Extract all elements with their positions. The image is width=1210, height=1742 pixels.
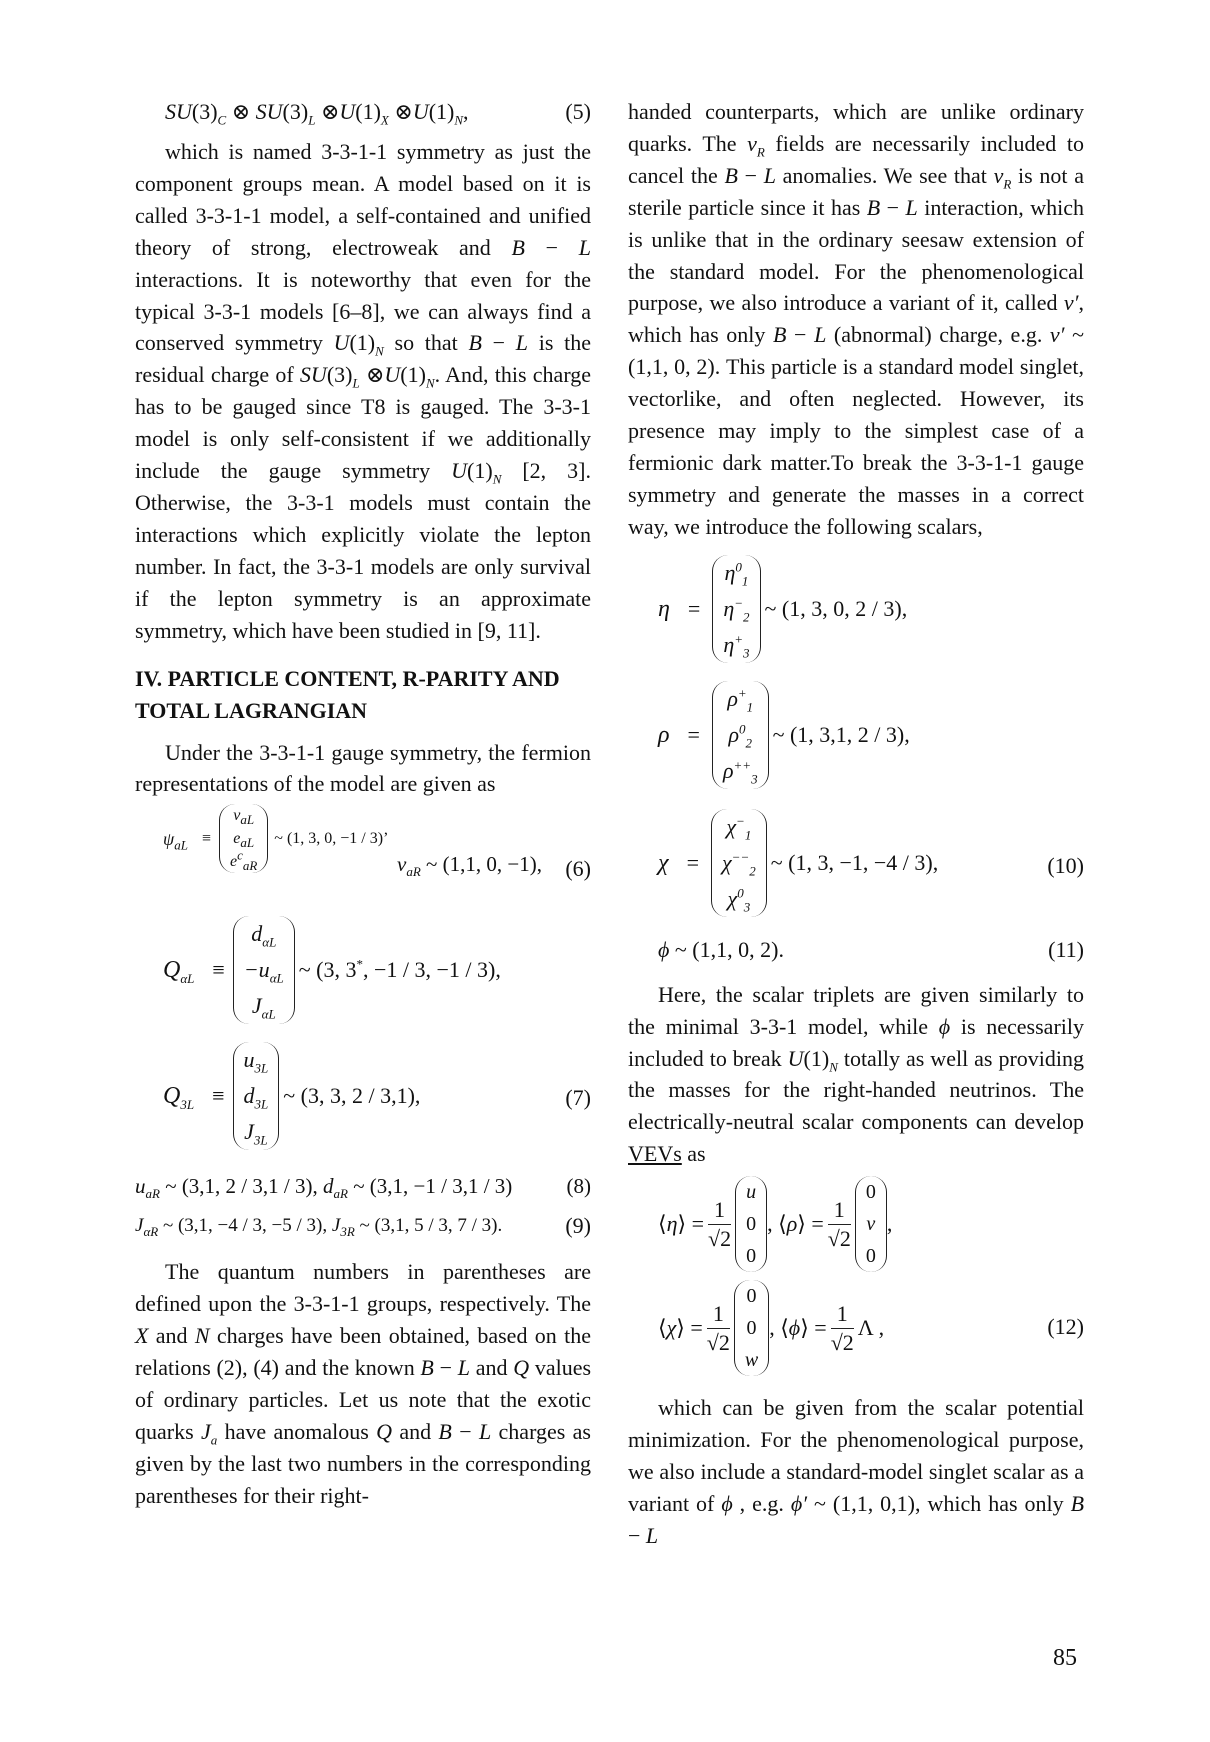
paragraph: The quantum numbers in parentheses are defined upon the 3-3-1-1 groups, respectively. The X and N charges have been obtained, based on the relations (2), (4) and the known B − L and Q values of ordinary particles. Let us note that the exotic quarks $J_a$ have anomalous Q and B − L charges as given by the last two numbers in the corresponding parentheses for their right-: [135, 1259, 592, 1508]
equation-number: (10): [1047, 852, 1084, 878]
equation-rho: ρ = $\rho^+_1$ $\rho^0_2$ $\rho^{++}_3$ ~ (1, 3,1, 2 / 3),: [628, 681, 1084, 797]
equation-10: χ = $\chi^-_1$ $\chi^{--}_2$ $\chi^0_3$ ~ (1, 3, −1, −4 / 3), (10): [628, 809, 1084, 925]
equation-eta: η = $\eta^0_1$ $\eta^-_2$ $\eta^+_3$ ~ (1, 3, 0, 2 / 3),: [628, 555, 1084, 671]
equation-number: (5): [565, 99, 591, 124]
vevs-link: VEVs: [628, 1141, 682, 1167]
equation-9: $J_{\alpha R}$ ~ (3,1, −4 / 3, −5 / 3), $J_{3R}$ ~ (3,1, 5 / 3, 7 / 3). (9): [135, 1210, 591, 1242]
paragraph: Here, the scalar triplets are given similarly to the minimal 3-3-1 model, while ϕ is necessarily included to break $U(1)_N$ totally as well as providing the masses for the right-handed neutrinos. The electrically-neutral scalar components can develop VEVs as: [628, 981, 1084, 1167]
equation-number: (8): [566, 1174, 591, 1199]
equation-6: $\psi_{aL}$ ≡ $\nu_{aL}$ $e_{aL}$ $e^c_{aR}$ ~ (1, 3, 0, −1 / 3)’ $\nu_{aR}$ ~ (1,1, 0, −1), (6): [135, 804, 591, 894]
page-number: 85: [1053, 1645, 1077, 1671]
equation-8: $u_{aR}$ ~ (3,1, 2 / 3,1 / 3), $d_{aR}$ ~ (3,1, −1 / 3,1 / 3) (8): [135, 1170, 591, 1202]
equation-7: $Q_{3L}$ ≡ $u_{3L}$ $d_{3L}$ $J_{3L}$ ~ (3, 3, 2 / 3,1), (7): [135, 1042, 591, 1156]
equation-12: ⟨χ⟩ = $\frac{1}{√2}$ 0 0 w , ⟨ϕ⟩ = $\frac{1}{√2}$ Λ , (12): [628, 1280, 1084, 1380]
right-column: [628, 96, 1084, 1552]
equation-q-alpha-l: $Q_{\alpha L}$ ≡ $d_{\alpha L}$ $-u_{\alpha L}$ $J_{\alpha L}$ ~ (3, 3*, −1 / 3, −1 / 3),: [135, 916, 591, 1030]
section-heading: IV. PARTICLE CONTENT, R-PARITY AND TOTAL LAGRANGIAN: [135, 665, 560, 723]
equation-vev-eta-rho: ⟨η⟩ = $\frac{1}{√2}$ u 0 0 , ⟨ρ⟩ = $\frac{1}{√2}$ 0 v 0 ,: [628, 1176, 1084, 1276]
paragraph: handed counterparts, which are unlike ordinary quarks. The $\nu_R$ fields are necessarily included to cancel the B − L anomalies. We see that $\nu_R$ is not a sterile particle since it has B − L interaction, which is unlike that in the ordinary seesaw extension of the standard model. For the phenomenological purpose, we also introduce a variant of it, called ν′, which has only B − L (abnormal) charge, e.g. ν′ ~ (1,1, 0, 2). This particle is a standard model singlet, vectorlike, and often neglected. However, its presence may imply to the simplest case of a fermionic dark matter.To break the 3-3-1-1 gauge symmetry and generate the masses in a correct way, we introduce the following scalars,: [628, 99, 1084, 539]
equation-11: ϕ ~ (1,1, 0, 2). (11): [628, 933, 1084, 967]
equation-number: (6): [565, 856, 591, 882]
equation-number: (12): [1047, 1314, 1084, 1340]
paragraph: Under the 3-3-1-1 gauge symmetry, the fermion representations of the model are given as: [135, 739, 591, 797]
paragraph: which can be given from the scalar potential minimization. For the phenomenological purpose, we also include a standard-model singlet scalar as a variant of ϕ , e.g. ϕ′ ~ (1,1, 0,1), which has only B − L: [628, 1395, 1085, 1548]
left-column: [135, 92, 591, 1512]
equation-number: (11): [1048, 936, 1084, 962]
paragraph: which is named 3-3-1-1 symmetry as just the component groups mean. A model based on it is called 3-3-1-1 model, a self-contained and unified theory of strong, electroweak and B − L interactions. It is noteworthy that even for the typical 3-3-1 models [6–8], we can always find a conserved symmetry $U(1)_N$ so that B − L is the residual charge of $SU(3)_L$ $\otimes U(1)_N$. And, this charge has to be gauged since T8 is gauged. The 3-3-1 model is only self-consistent if we additionally include the gauge symmetry $U(1)_N$ [2, 3]. Otherwise, the 3-3-1 models must contain the interactions which explicitly violate the lepton number. In fact, the 3-3-1 models are only survival if the lepton symmetry is an approximate symmetry, which have been studied in [9, 11].: [135, 139, 592, 643]
equation-number: (9): [565, 1213, 591, 1239]
equation-5: $SU(3)_C$ ⊗ $SU(3)_L$ $\otimes U(1)_X$ $\otimes U(1)_N$, (5): [135, 92, 591, 132]
equation-number: (7): [565, 1085, 591, 1111]
